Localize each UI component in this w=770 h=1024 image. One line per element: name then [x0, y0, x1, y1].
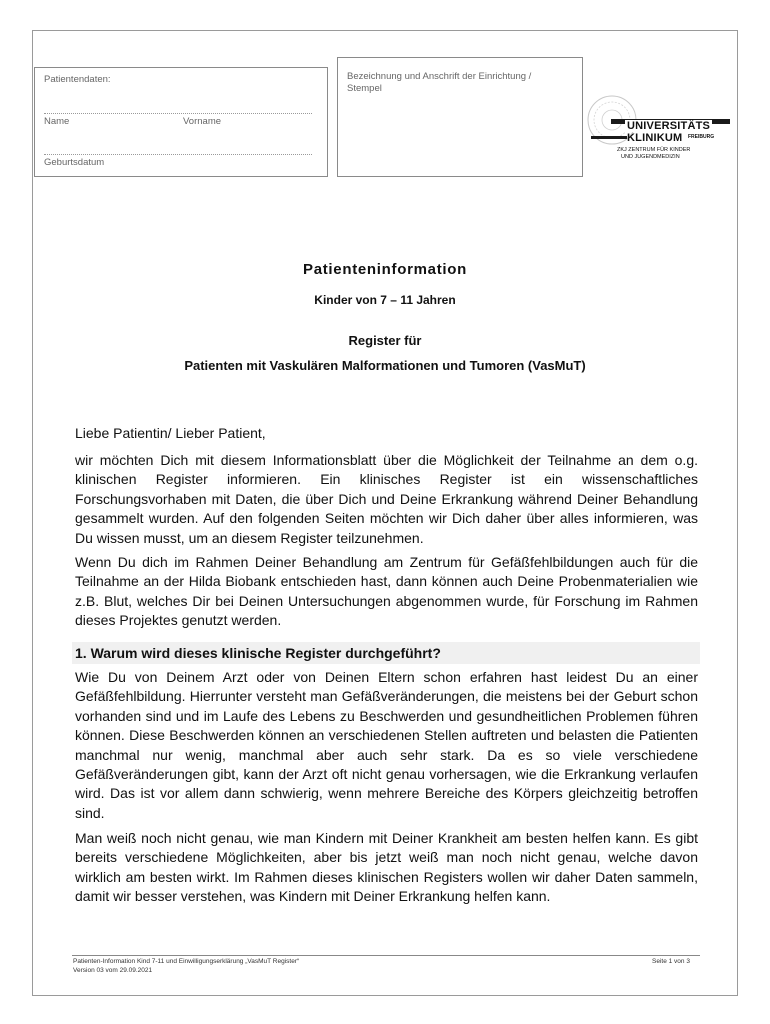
footer-page-number: Seite 1 von 3 [652, 958, 690, 965]
university-clinic-logo [585, 92, 735, 167]
age-subtitle: Kinder von 7 – 11 Jahren [314, 293, 456, 307]
logo-line2: KLINIKUM [627, 132, 683, 144]
register-title-line2: Patienten mit Vaskulären Malformationen und Tumoren (VasMuT) [184, 358, 586, 373]
name-line [44, 113, 312, 114]
institution-label-line2: Stempel [347, 83, 382, 94]
logo-line3: ZKJ ZENTRUM FÜR KINDER [617, 147, 691, 153]
institution-stamp-box [337, 57, 583, 177]
reason-paragraph: Wie Du von Deinem Arzt oder von Deinen Eltern schon erfahren hast leidest Du an einer Gefäßfehlbildung. Hierrunter versteht man Gefäßveränderungen, die meistens bei der Geburt schon vorhanden sind und im Laufe des Lebens zu Beschwerden und gesundheitlichen Problemen führen können. Diese Beschwerden können an verschiedenen Stellen auftreten und belasten die Patienten manchmal nur wenig, manchmal aber auch sehr stark. Da es so viele verschiedene Gefäßveränderungen gibt, kann der Arzt oft nicht genau vorhersagen, wie die Erkrankung verlaufen wird. Das ist vor allem dann schwierig, wenn mehrere Bereiche des Körpers gleichzeitig betroffen sind. [75, 669, 698, 821]
institution-label-line1: Bezeichnung und Anschrift der Einrichtung / [347, 71, 532, 82]
geburtsdatum-label: Geburtsdatum [44, 157, 105, 168]
section-1-heading: 1. Warum wird dieses klinische Register durchgeführt? [72, 642, 700, 664]
patient-data-label: Patientendaten: [44, 74, 111, 85]
name-label: Name [44, 116, 70, 127]
page-title: Patienteninformation [302, 261, 467, 278]
intro-paragraph: wir möchten Dich mit diesem Informationsblatt über die Möglichkeit der Teilnahme an dem o.g. klinischen Register informieren. Ein klinisches Register ist ein wissenschaftliches Forschungsvorhaben mit Daten, die über Dich und Deine Erkrankung während Deiner Behandlung gesammelt wurden. Auf den folgenden Seiten möchten wir Dich daher über alles informieren, was Du wissen musst, um an diesem Register teilzunehmen. [75, 452, 698, 546]
vorname-label: Vorname [183, 116, 222, 127]
footer-version: Version 03 vom 29.09.2021 [73, 967, 153, 974]
patient-data-box [34, 67, 328, 177]
logo-line4: UND JUGENDMEDIZIN [621, 154, 680, 160]
logo-line2-suffix: FREIBURG [688, 134, 715, 140]
salutation: Liebe Patientin/ Lieber Patient, [75, 425, 266, 441]
footer-document-title: Patienten-Information Kind 7-11 und Einwilligungserklärung „VasMuT Register“ [73, 958, 300, 965]
goal-paragraph: Man weiß noch nicht genau, wie man Kindern mit Deiner Krankheit am besten helfen kann. Es gibt bereits verschiedene Möglichkeiten, aber bis jetzt weiß man noch nicht genau, welche davon wirklich am besten wirkt. Im Rahmen dieses klinischen Registers wollen wir daher Daten sammeln, damit wir besser verstehen, was Kindern mit Deiner Erkrankung helfen kann. [75, 830, 698, 905]
biobank-paragraph: Wenn Du dich im Rahmen Deiner Behandlung am Zentrum für Gefäßfehlbildungen auch für die Teilnahme an der Hilda Biobank entschieden hast, dann können auch Deine Probenmaterialien wie z.B. Blut, welches Dir bei Deinen Untersuchungen abgenommen wurde, für Forschung im Rahmen dieses Projektes genutzt werden. [75, 554, 698, 629]
logo-line1: UNIVERSITÄTS [627, 120, 711, 132]
geburtsdatum-line [44, 154, 312, 155]
footer-divider [72, 955, 700, 956]
register-title-line1: Register für [348, 333, 422, 348]
